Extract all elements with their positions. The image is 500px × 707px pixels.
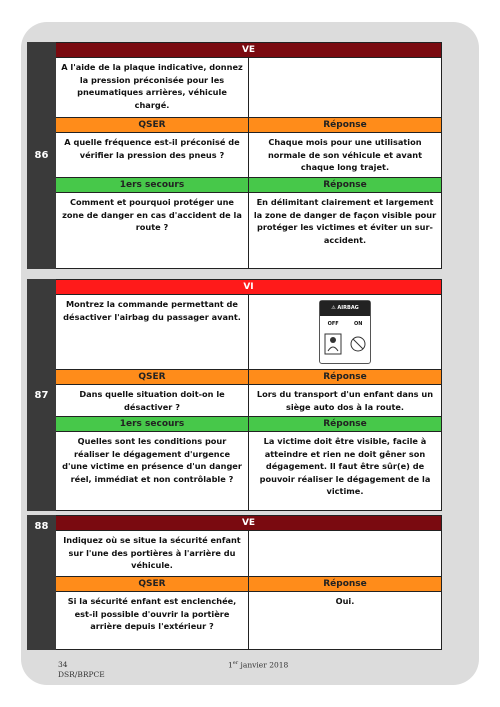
question-block-87 (34, 279, 442, 511)
child-seat-icon (324, 333, 342, 355)
qser-answer: Lors du transport d'un enfant dans un siège auto dos à la route. (256, 389, 434, 412)
reponse-header: Réponse (323, 120, 367, 130)
reponse-header: Réponse (323, 579, 367, 589)
question-block-86 (34, 42, 442, 269)
qser-header: QSER (56, 118, 249, 132)
qser-header: QSER (56, 370, 249, 384)
qser-answer: Chaque mois pour une utilisation normale de son véhicule et avant chaque long trajet. (267, 137, 423, 172)
secours-question: Comment et pourquoi protéger une zone de danger en cas d'accident de la route ? (56, 193, 249, 268)
qser-question: Dans quelle situation doit-on le désactiver ? (56, 385, 249, 416)
main-answer (249, 531, 441, 576)
secours-question: Quelles sont les conditions pour réaliser le dégagement d'urgence d'une victime en présence d'un danger réel, immédiat et non contrôlable ? (56, 432, 249, 510)
reponse-header: Réponse (323, 372, 367, 382)
airbag-warning-icon: ⚠ (331, 305, 338, 311)
category-header-ve: VE (241, 518, 256, 528)
secours-header: 1ers secours (56, 417, 249, 431)
question-number: 86 (27, 42, 56, 269)
question-number: 87 (27, 279, 56, 511)
main-question: Indiquez où se situe la sécurité enfant sur l'une des portières à l'arrière du véhicule. (56, 531, 249, 576)
secours-answer: La victime doit être visible, facile à atteindre et rien ne doit gêner son dégagement. Il faut être sûr(e) de pouvoir réaliser le dégagement de la victime. (259, 436, 431, 496)
airbag-switch-image (319, 300, 371, 364)
qser-question: A quelle fréquence est-il préconisé de vérifier la pression des pneus ? (56, 133, 249, 177)
category-header-ve: VE (241, 45, 256, 55)
question-number: 88 (27, 515, 56, 650)
category-header-vi: VI (243, 282, 254, 292)
qser-answer: Oui. (335, 596, 355, 606)
airbag-image-cell (249, 295, 441, 369)
question-block-88 (34, 515, 442, 650)
airbag-disabled-icon (349, 333, 367, 355)
footer-org: DSR/BRPCE (58, 670, 105, 679)
airbag-on-label: ON (353, 320, 363, 327)
date-rest: janvier 2018 (238, 660, 289, 670)
secours-header: 1ers secours (56, 178, 249, 192)
secours-reponse-header: Réponse (323, 419, 367, 429)
page-number: 34 (58, 660, 68, 669)
main-question: Montrez la commande permettant de désactiver l'airbag du passager avant. (56, 295, 249, 369)
main-answer (249, 58, 441, 117)
airbag-title: AIRBAG (337, 305, 359, 311)
secours-answer: En délimitant clairement et largement la zone de danger de façon visible pour protéger les victimes et éviter un sur-accident. (253, 197, 437, 245)
date-sup: er (232, 660, 239, 666)
secours-reponse-header: Réponse (323, 180, 367, 190)
qser-question: Si la sécurité enfant est enclenchée, est-il possible d'ouvrir la portière arrière depuis l'extérieur ? (56, 592, 249, 649)
date-day: 1 (228, 660, 233, 670)
main-question: A l'aide de la plaque indicative, donnez la pression préconisée pour les pneumatiques arrières, véhicule chargé. (56, 58, 249, 117)
qser-header: QSER (56, 577, 249, 591)
footer-date (228, 660, 288, 670)
airbag-off-label: OFF (327, 320, 339, 327)
